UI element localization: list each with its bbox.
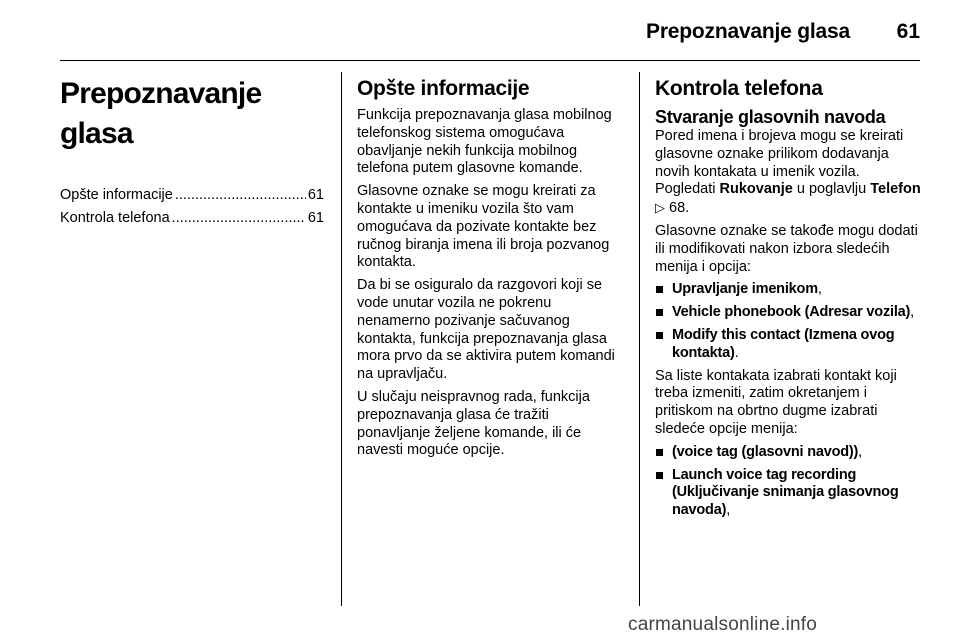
menu-options-list xyxy=(655,281,921,362)
column-divider-1 xyxy=(341,72,342,606)
paragraph: Sa liste kontakata izabrati kontakt koji treba izmeniti, zatim okretanjem i pritiskom na obrtno dugme izabrati sledeće opcije menija: xyxy=(655,367,897,437)
paragraph: Glasovne oznake se mogu kreirati za kontakte u imeniku vozila što vam omogućava da pozivate kontakte bez ručnog biranja imena ili broja pozvanog kontakta. xyxy=(357,183,610,271)
toc-column xyxy=(60,72,324,230)
menu-reference: Rukovanje xyxy=(719,181,793,198)
bullet-icon xyxy=(656,332,663,339)
running-header-title: Prepoznavanje glasa xyxy=(646,20,850,43)
toc-entry-phone-control[interactable] xyxy=(60,207,324,230)
paragraph: Da bi se osiguralo da razgovori koji se vode unutar vozila ne pokrenu nenamerno pozivanje sačuvanog kontakta, funkcija prepoznavanja glasa mora prvo da se aktivira putem komandi na upravljaču. xyxy=(357,277,615,383)
section-heading-general: Opšte informacije xyxy=(357,77,530,100)
header-divider xyxy=(60,60,920,61)
toc-entry-page: 61 xyxy=(307,210,324,226)
page-reference[interactable]: 68. xyxy=(669,200,690,217)
toc-entry-page: 61 xyxy=(307,187,324,203)
list-item: Launch voice tag recording (Uključivanje snimanja glasovnog navoda), xyxy=(655,467,921,520)
paragraph: Glasovne oznake se takođe mogu dodati ili modifikovati nakon izbora sledećih menija i opcija: xyxy=(655,222,918,275)
toc-leader-dots xyxy=(175,184,306,207)
bullet-icon xyxy=(656,286,663,293)
menu-options-list xyxy=(655,444,921,520)
paragraph: Funkcija prepoznavanja glasa mobilnog telefonskog sistema omogućava obavljanje nekih funkcija mobilnog telefona putem glasovne komande. xyxy=(357,107,612,177)
paragraph: U slučaju neispravnog rada, funkcija prepoznavanja glasa će tražiti ponavljanje željene komande, ili će navesti moguće opcije. xyxy=(357,388,590,459)
page-reference-icon: ▷ xyxy=(655,200,665,216)
list-item: Upravljanje imenikom, xyxy=(655,281,921,299)
general-info-column xyxy=(357,72,623,465)
section-heading-phone-control: Kontrola telefona xyxy=(655,77,823,100)
toc-entry-label: Kontrola telefona xyxy=(60,210,170,226)
paragraph: Pored imena i brojeva mogu se kreirati glasovne oznake prilikom dodavanja novih kontakata u imenik vozila. Pogledati Rukovanje u poglavlju Telefon ▷ 68. xyxy=(655,128,921,217)
list-item: Modify this contact (Izmena ovog kontakta). xyxy=(655,327,921,363)
table-of-contents xyxy=(60,184,324,230)
list-item: Vehicle phonebook (Adresar vozila), xyxy=(655,304,921,322)
page-number: 61 xyxy=(896,20,920,43)
watermark: carmanualsonline.info xyxy=(628,614,818,635)
phone-control-column xyxy=(655,72,921,525)
column-divider-2 xyxy=(639,72,640,606)
bullet-icon xyxy=(656,472,663,479)
bullet-icon xyxy=(656,309,663,316)
toc-entry-label: Opšte informacije xyxy=(60,187,173,203)
toc-entry-general[interactable] xyxy=(60,184,324,207)
subheading-voice-tags: Stvaranje glasovnih navoda xyxy=(655,107,886,127)
bullet-icon xyxy=(656,449,663,456)
chapter-reference: Telefon xyxy=(870,181,921,198)
chapter-title: Prepoznavanje glasa xyxy=(60,77,262,150)
list-item: (voice tag (glasovni navod)), xyxy=(655,444,921,462)
toc-leader-dots xyxy=(172,207,306,230)
